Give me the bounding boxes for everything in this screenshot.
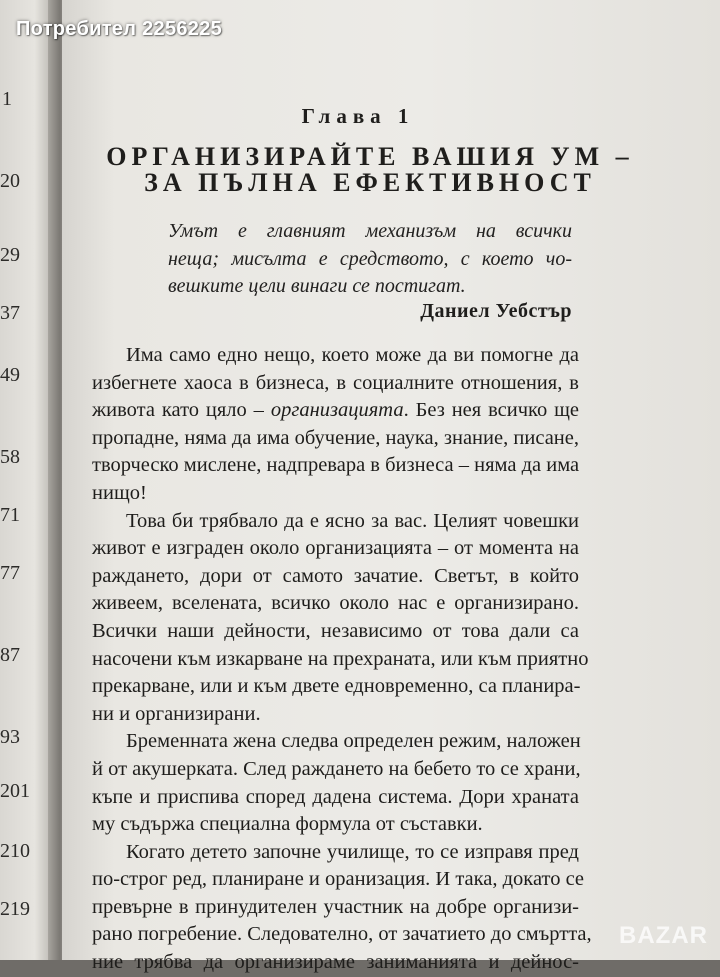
- text-line: къпе и приспива според дадена система. Дори храната: [92, 785, 579, 808]
- text-line: ни и организирани.: [92, 702, 261, 725]
- text-line: й от акушерката. След раждането на бебето то се храни,: [92, 757, 581, 780]
- text-run: . Без нея всичко ще: [403, 399, 579, 422]
- text-line: насочени към изкарване на прехраната, или към приятно: [92, 647, 589, 670]
- margin-page-number: 93: [0, 726, 20, 748]
- text-line: творческо мислене, надпревара в бизнеса – няма да има: [92, 454, 580, 477]
- text-line: пропадне, няма да има обучение, наука, знание, писане,: [92, 426, 579, 449]
- margin-page-number: 58: [0, 446, 20, 468]
- margin-page-number: 20: [0, 170, 20, 192]
- epigraph-line: неща; мисълта е средството, с което чо-: [168, 247, 572, 270]
- text-line: живеем, вселената, всичко около нас е организирано.: [92, 592, 579, 615]
- margin-page-number: 37: [0, 302, 20, 324]
- epigraph-line: вешките цели винаги се постигат.: [168, 275, 466, 297]
- text-line: по-строг ред, планиране и оранизация. И така, докато се: [92, 868, 585, 891]
- text-line: Това би трябвало да е ясно за вас. Целият човешки: [126, 509, 579, 532]
- margin-page-number: 219: [0, 898, 30, 920]
- text-line: Бременната жена следва определен режим, наложен: [126, 730, 581, 753]
- margin-page-number: 1: [2, 88, 12, 110]
- margin-page-number: 71: [0, 504, 20, 526]
- epigraph-author: Даниел Уебстър: [420, 300, 572, 322]
- text-line: [92, 397, 579, 425]
- brand-logo: BAZAR: [619, 922, 708, 949]
- text-line: нищо!: [92, 481, 147, 504]
- epigraph-quote: [168, 218, 572, 301]
- text-line: живот е изграден около организацията – от момента на: [92, 537, 579, 560]
- chapter-title-line-1: ОРГАНИЗИРАЙТЕ ВАШИЯ УМ –: [106, 142, 634, 171]
- emphasis-organization: организацията: [270, 399, 404, 422]
- text-line: му съдържа специална формула от съставки.: [92, 813, 483, 836]
- chapter-label: Глава 1: [301, 104, 415, 128]
- text-line: превърне в принудителен участник на добре организи-: [92, 895, 579, 918]
- text-line: Всички наши дейности, независимо от това дали са: [92, 619, 579, 642]
- text-line: избегнете хаоса в бизнеса, в социалните отношения, в: [92, 371, 579, 394]
- body-text: [92, 342, 592, 977]
- text-run: живота като цяло –: [92, 399, 271, 422]
- user-watermark: Потребител 2256225: [16, 18, 223, 40]
- margin-page-number: 77: [0, 562, 20, 584]
- margin-page-number: 29: [0, 244, 20, 266]
- text-line: прекарване, или и към двете едновременно, са планира-: [92, 675, 581, 698]
- text-line: Има само едно нещо, което може да ви помогне да: [126, 344, 579, 366]
- text-line: ние трябва да организираме заниманията и дейнос-: [92, 951, 579, 974]
- text-line: рано погребение. Следователно, от зачатието до смъртта,: [92, 923, 592, 946]
- text-line: раждането, дори от самото зачатие. Светът, в който: [92, 564, 579, 587]
- text-line: Когато детето започне училище, то се изправя пред: [126, 840, 579, 863]
- margin-page-number: 201: [0, 780, 30, 802]
- chapter-title-line-2: ЗА ПЪЛНА ЕФЕКТИВНОСТ: [144, 168, 596, 197]
- margin-page-number: 87: [0, 644, 20, 666]
- margin-page-number: 210: [0, 840, 30, 862]
- margin-page-number: 49: [0, 364, 20, 386]
- epigraph-line: Умът е главният механизъм на всички: [168, 220, 572, 242]
